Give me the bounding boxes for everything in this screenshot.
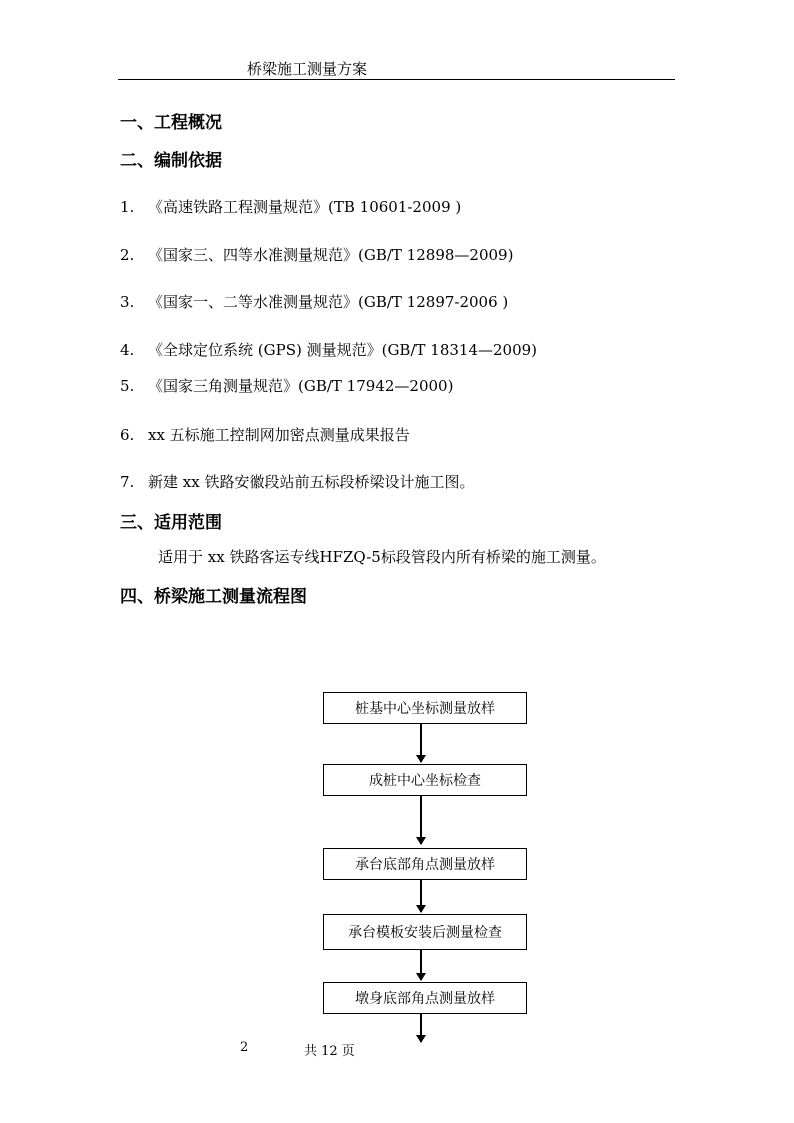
page-number: 2 bbox=[240, 1040, 249, 1055]
section-heading-basis: 二、编制依据 bbox=[120, 151, 222, 171]
flowchart-step: 桩基中心坐标测量放样 bbox=[323, 692, 527, 724]
reference-item bbox=[120, 375, 453, 396]
flow-arrow bbox=[420, 796, 422, 844]
reference-text: 《全球定位系统 (GPS) 测量规范》(GB/T 18314—2009) bbox=[148, 341, 538, 359]
reference-item bbox=[120, 339, 537, 360]
reference-number: 5. bbox=[120, 377, 135, 395]
reference-number: 3. bbox=[120, 293, 135, 311]
section-heading-scope: 三、适用范围 bbox=[120, 513, 222, 533]
reference-text: 《国家一、二等水准测量规范》(GB/T 12897-2006 ) bbox=[148, 293, 509, 311]
flow-arrow bbox=[420, 1014, 422, 1042]
reference-number: 6. bbox=[120, 426, 135, 444]
reference-item bbox=[120, 291, 508, 312]
flowchart-step: 承台模板安装后测量检查 bbox=[323, 914, 527, 950]
reference-item bbox=[120, 196, 461, 217]
reference-text: 《国家三角测量规范》(GB/T 17942—2000) bbox=[148, 377, 454, 395]
reference-number: 7. bbox=[120, 473, 135, 491]
flowchart-step: 墩身底部角点测量放样 bbox=[323, 982, 527, 1014]
flowchart-step: 承台底部角点测量放样 bbox=[323, 848, 527, 880]
flow-arrow bbox=[420, 724, 422, 762]
reference-item bbox=[120, 424, 410, 445]
reference-number: 1. bbox=[120, 198, 135, 216]
reference-number: 2. bbox=[120, 246, 135, 264]
flow-arrow bbox=[420, 880, 422, 912]
document-header-title: 桥梁施工测量方案 bbox=[247, 60, 368, 78]
reference-text: 《国家三、四等水准测量规范》(GB/T 12898—2009) bbox=[148, 246, 514, 264]
page-total: 共 12 页 bbox=[304, 1044, 355, 1059]
header-rule bbox=[118, 79, 675, 80]
scope-paragraph: 适用于 xx 铁路客运专线HFZQ-5标段管段内所有桥梁的施工测量。 bbox=[158, 548, 606, 566]
reference-text: xx 五标施工控制网加密点测量成果报告 bbox=[148, 426, 410, 444]
flow-arrow bbox=[420, 950, 422, 980]
section-heading-overview: 一、工程概况 bbox=[120, 113, 222, 133]
reference-number: 4. bbox=[120, 341, 135, 359]
reference-item bbox=[120, 244, 513, 265]
reference-text: 新建 xx 铁路安徽段站前五标段桥梁设计施工图。 bbox=[148, 473, 475, 491]
reference-text: 《高速铁路工程测量规范》(TB 10601-2009 ) bbox=[148, 198, 462, 216]
flowchart-step: 成桩中心坐标检查 bbox=[323, 764, 527, 796]
reference-item bbox=[120, 471, 474, 492]
section-heading-flowchart: 四、桥梁施工测量流程图 bbox=[120, 587, 307, 607]
